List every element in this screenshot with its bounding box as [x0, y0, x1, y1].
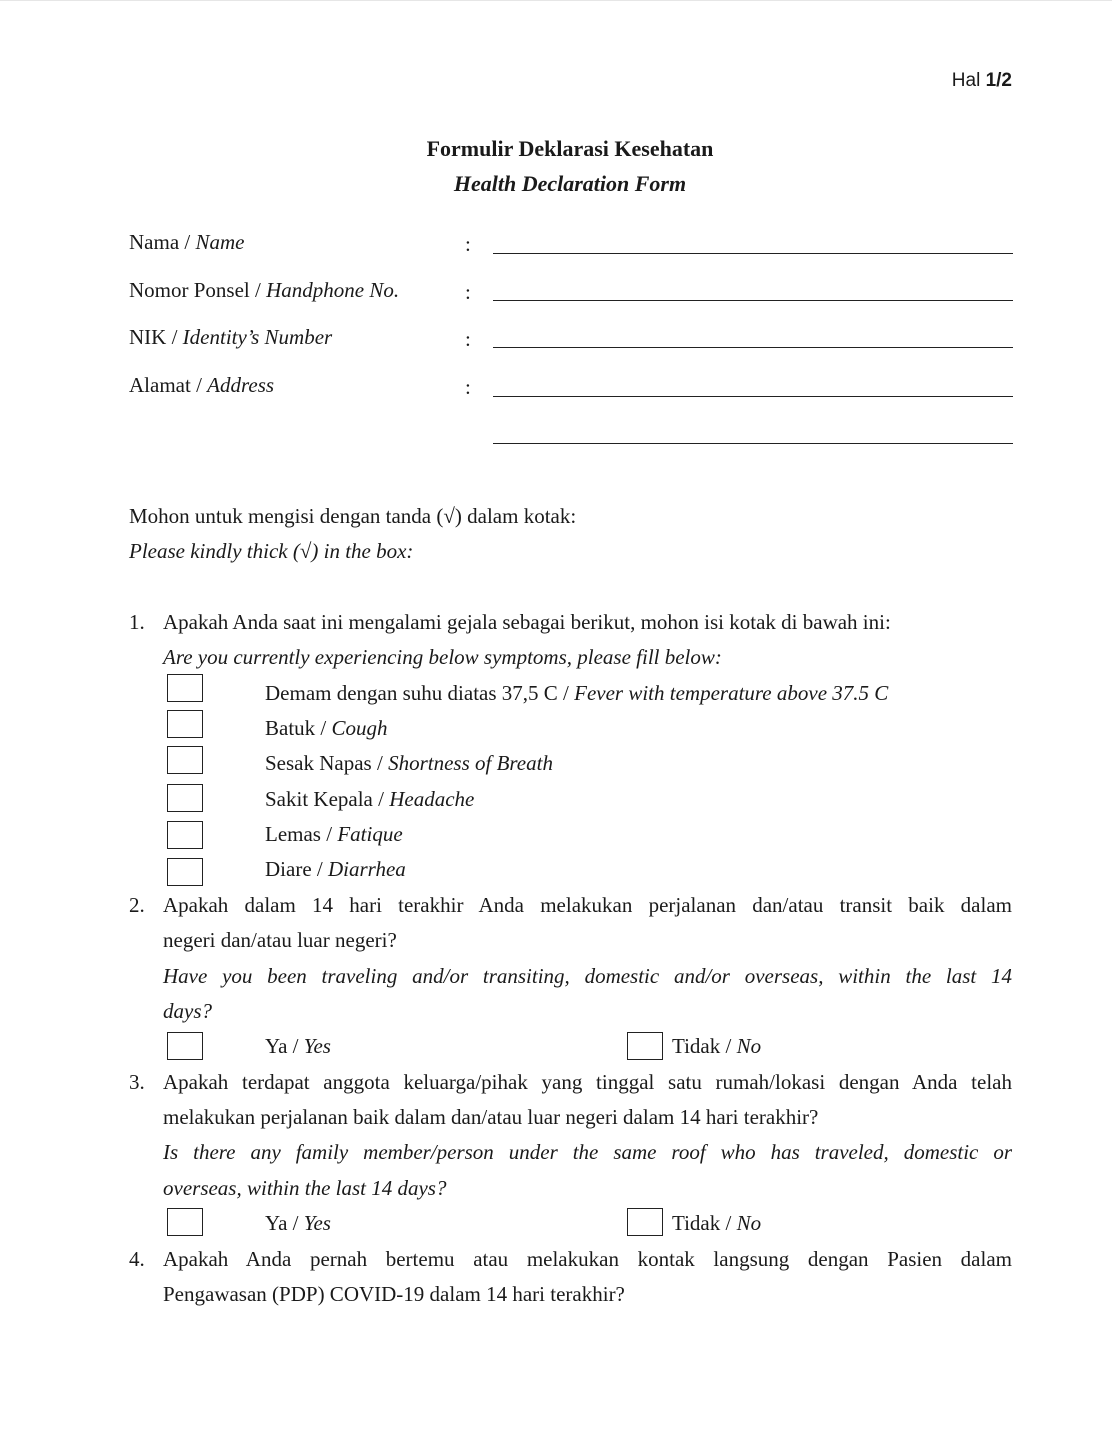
option-q2-no: Tidak / No — [672, 1034, 762, 1058]
question-number: 4. — [129, 1247, 145, 1271]
question-number: 1. — [129, 610, 145, 634]
option-q3-no: Tidak / No — [672, 1211, 762, 1235]
checkbox-fever[interactable] — [167, 674, 203, 702]
question-3-text-line-1: Apakah terdapat anggota keluarga/pihak yang tinggal satu rumah/lokasi dengan Anda telah — [163, 1070, 1012, 1094]
checkbox-q2-yes[interactable] — [167, 1032, 203, 1060]
question-1-text-english: Are you currently experiencing below symptoms, please fill below: — [163, 645, 722, 669]
page-number-value: 1/2 — [985, 70, 1012, 91]
question-number: 3. — [129, 1070, 145, 1094]
checkbox-headache[interactable] — [167, 784, 203, 812]
instruction-text-english: Please kindly thick (√) in the box: — [129, 539, 414, 563]
colon: : — [465, 232, 471, 256]
checkbox-q2-no[interactable] — [627, 1032, 663, 1060]
colon: : — [465, 375, 471, 399]
question-3-text-line-2: melakukan perjalanan baik dalam dan/atau luar negeri dalam 14 hari terakhir? — [163, 1105, 819, 1129]
option-shortness-of-breath: Sesak Napas / Shortness of Breath — [265, 751, 553, 775]
checkbox-shortness-of-breath[interactable] — [167, 746, 203, 774]
checkbox-q3-no[interactable] — [627, 1208, 663, 1236]
option-cough: Batuk / Cough — [265, 716, 388, 740]
field-label-address: Alamat / Address — [129, 373, 275, 397]
field-label-phone: Nomor Ponsel / Handphone No. — [129, 278, 400, 302]
page-prefix: Hal — [951, 70, 981, 91]
phone-input-line[interactable] — [493, 300, 1013, 301]
form-title-english: Health Declaration Form — [453, 171, 687, 196]
question-4-text-line-1: Apakah Anda pernah bertemu atau melakukan kontak langsung dengan Pasien dalam — [163, 1247, 1012, 1271]
checkbox-cough[interactable] — [167, 710, 203, 738]
checkbox-diarrhea[interactable] — [167, 858, 203, 886]
question-number: 2. — [129, 893, 145, 917]
option-diarrhea: Diare / Diarrhea — [265, 857, 406, 881]
name-input-line[interactable] — [493, 253, 1013, 254]
option-fever: Demam dengan suhu diatas 37,5 C / Fever with temperature above 37.5 C — [265, 681, 889, 705]
question-4-text-line-2: Pengawasan (PDP) COVID-19 dalam 14 hari terakhir? — [163, 1282, 625, 1306]
field-label-nik: NIK / Identity’s Number — [129, 325, 333, 349]
colon: : — [465, 327, 471, 351]
checkbox-fatigue[interactable] — [167, 821, 203, 849]
instruction-text: Mohon untuk mengisi dengan tanda (√) dalam kotak: — [129, 504, 577, 528]
colon: : — [465, 280, 471, 304]
question-2-text-english-line-1: Have you been traveling and/or transiting, domestic and/or overseas, within the last 14 — [163, 964, 1012, 988]
checkbox-q3-yes[interactable] — [167, 1208, 203, 1236]
question-2-text-english-line-2: days? — [163, 999, 212, 1023]
option-fatigue: Lemas / Fatique — [265, 822, 403, 846]
question-1-text: Apakah Anda saat ini mengalami gejala sebagai berikut, mohon isi kotak di bawah ini: — [163, 610, 891, 634]
option-q3-yes: Ya / Yes — [265, 1211, 331, 1235]
address-input-line-1[interactable] — [493, 396, 1013, 397]
field-label-name: Nama / Name — [129, 230, 245, 254]
address-input-line-2[interactable] — [493, 443, 1013, 444]
page-number — [952, 70, 1012, 92]
question-3-text-english-line-2: overseas, within the last 14 days? — [163, 1176, 447, 1200]
nik-input-line[interactable] — [493, 347, 1013, 348]
question-2-text-line-1: Apakah dalam 14 hari terakhir Anda melakukan perjalanan dan/atau transit baik dalam — [163, 893, 1012, 917]
question-2-text-line-2: negeri dan/atau luar negeri? — [163, 928, 397, 952]
top-border — [0, 0, 1112, 1]
option-q2-yes: Ya / Yes — [265, 1034, 331, 1058]
form-title: Formulir Deklarasi Kesehatan — [426, 136, 714, 161]
question-3-text-english-line-1: Is there any family member/person under the same roof who has traveled, domestic or — [163, 1140, 1012, 1164]
option-headache: Sakit Kepala / Headache — [265, 787, 475, 811]
